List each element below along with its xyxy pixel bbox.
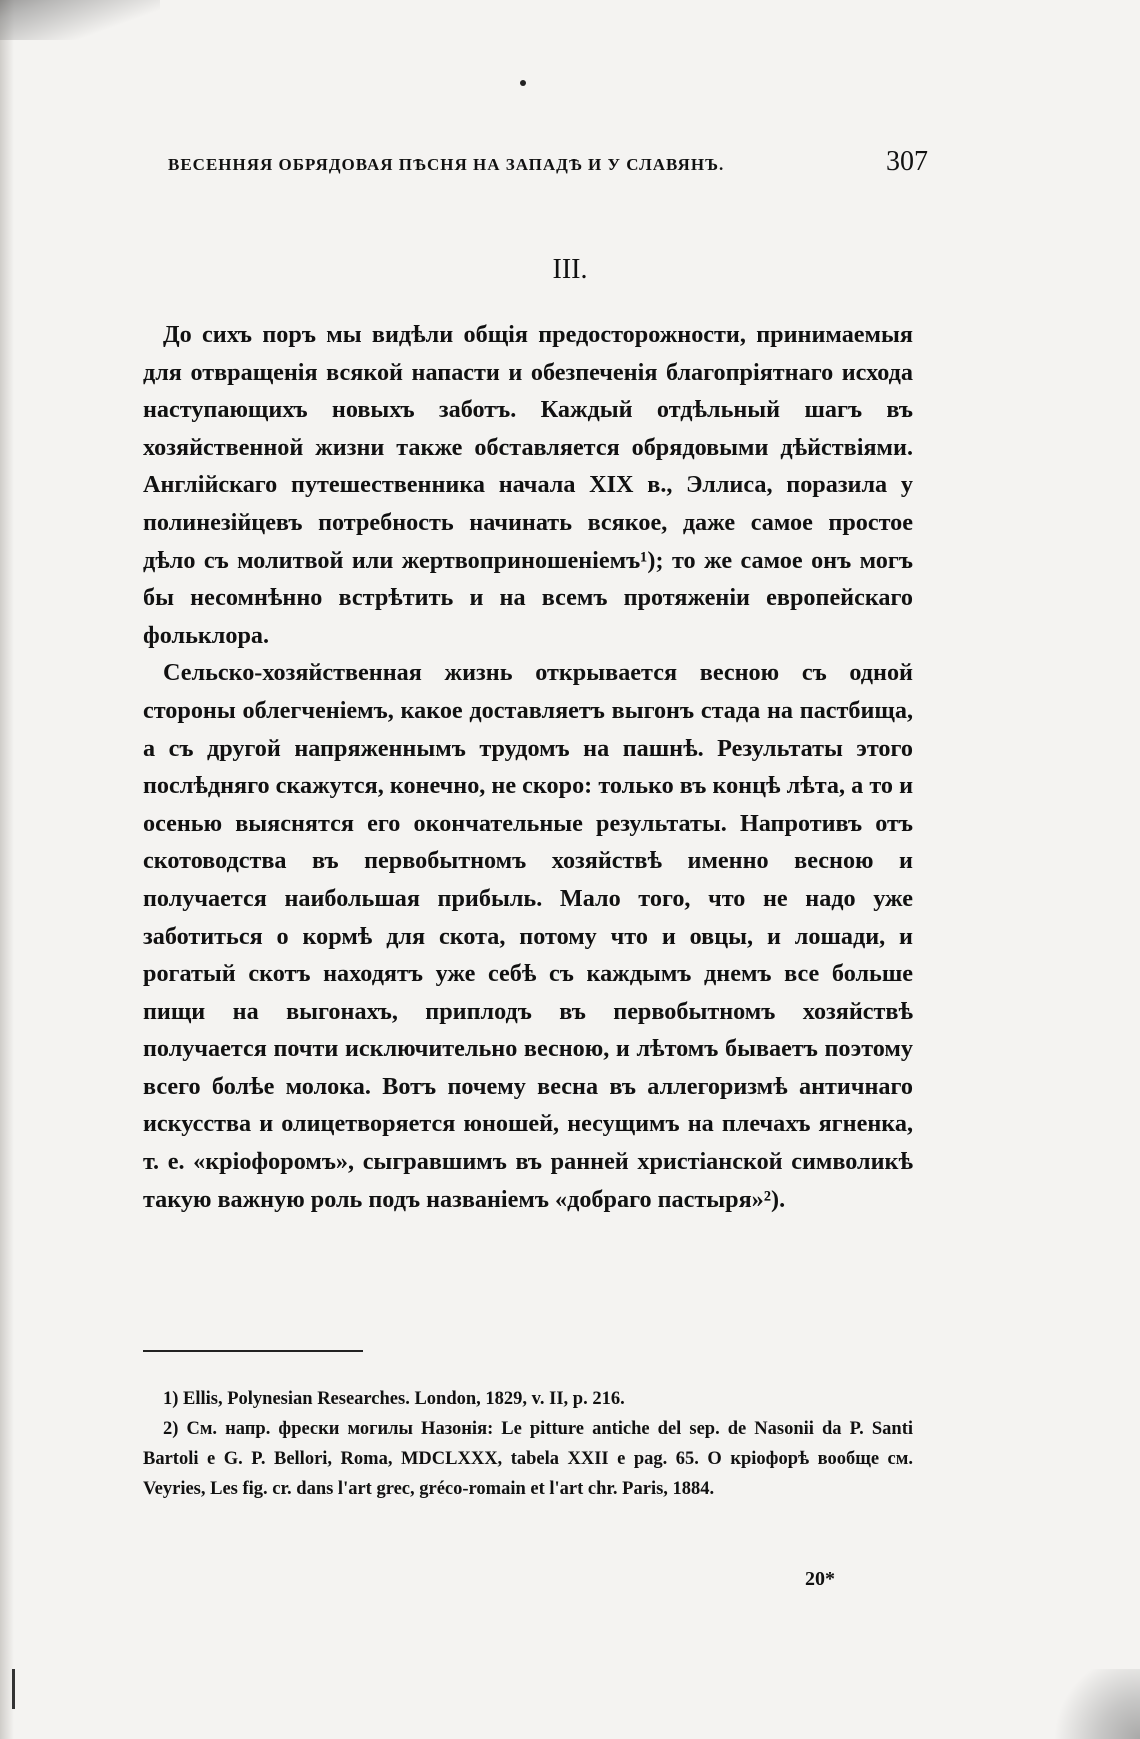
scan-smudge — [0, 0, 160, 40]
running-head — [168, 146, 928, 178]
page-number: 307 — [886, 146, 928, 177]
running-title: ВЕСЕННЯЯ ОБРЯДОВАЯ ПѢСНЯ НА ЗАПАДѢ И У СЛАВЯНЪ. — [168, 155, 725, 174]
section-heading: III. — [552, 254, 588, 285]
footnote: 1) Ellis, Polynesian Researches. London, 1829, v. II, p. 216. — [163, 1389, 625, 1409]
scan-stain — [1050, 1669, 1140, 1739]
scan-mark — [12, 1669, 15, 1709]
footnote: 2) См. напр. фрески могилы Назонія: Le pitture antiche del sep. de Nasonii da P. Santi Bartoli e G. P. Bellori, Roma, MDCLXXX, tabela XXII e pag. 65. О кріофорѣ вообще см. Veyries, Les fig. cr. dans l'art grec, gréco-romain et l'art chr. Paris, 1884. — [143, 1419, 913, 1499]
signature-mark: 20* — [805, 1568, 835, 1590]
paragraph: До сихъ поръ мы видѣли общія предосторожности, принимаемыя для отвращенія всякой напасти и обезпеченія благопріятнаго исхода наступающихъ новыхъ заботъ. Каждый отдѣльный шагъ въ хозяйственной жизни также обставляется обрядовыми дѣйствіями. Англійскаго путешественника начала XIX в., Эллиса, поразила у полинезійцевъ потребность начинать всякое, даже самое простое дѣло съ молитвой или жертвоприношеніемъ¹); то же самое онъ могъ бы несомнѣнно встрѣтить и на всемъ протяженіи европейскаго фольклора. — [143, 321, 913, 649]
footnote-divider — [143, 1350, 363, 1352]
ink-dot — [520, 80, 526, 86]
footnotes — [143, 1384, 913, 1504]
paragraph: Сельско-хозяйственная жизнь открывается весною съ одной стороны облегченіемъ, какое доставляетъ выгонъ стада на пастбища, а съ другой напряженнымъ трудомъ на пашнѣ. Результаты этого послѣдняго скажутся, конечно, не скоро: только въ концѣ лѣта, а то и осенью выяснятся его окончательные результаты. Напротивъ отъ скотоводства въ первобытномъ хозяйствѣ именно весною и получается наибольшая прибыль. Мало того, что не надо уже заботиться о кормѣ для скота, потому что и овцы, и лошади, и рогатый скотъ находятъ уже себѣ съ каждымъ днемъ все больше пищи на выгонахъ, приплодъ въ первобытномъ хозяйствѣ получается почти исключительно весною, и лѣтомъ бываетъ поэтому всего болѣе молока. Вотъ почему весна въ аллегоризмѣ античнаго искусства и олицетворяется юношей, несущимъ на плечахъ ягненка, т. е. «кріофоромъ», сыгравшимъ въ ранней христіанской символикѣ такую важную роль подъ названіемъ «добраго пастыря»²). — [143, 659, 913, 1213]
body-text — [143, 316, 913, 1218]
